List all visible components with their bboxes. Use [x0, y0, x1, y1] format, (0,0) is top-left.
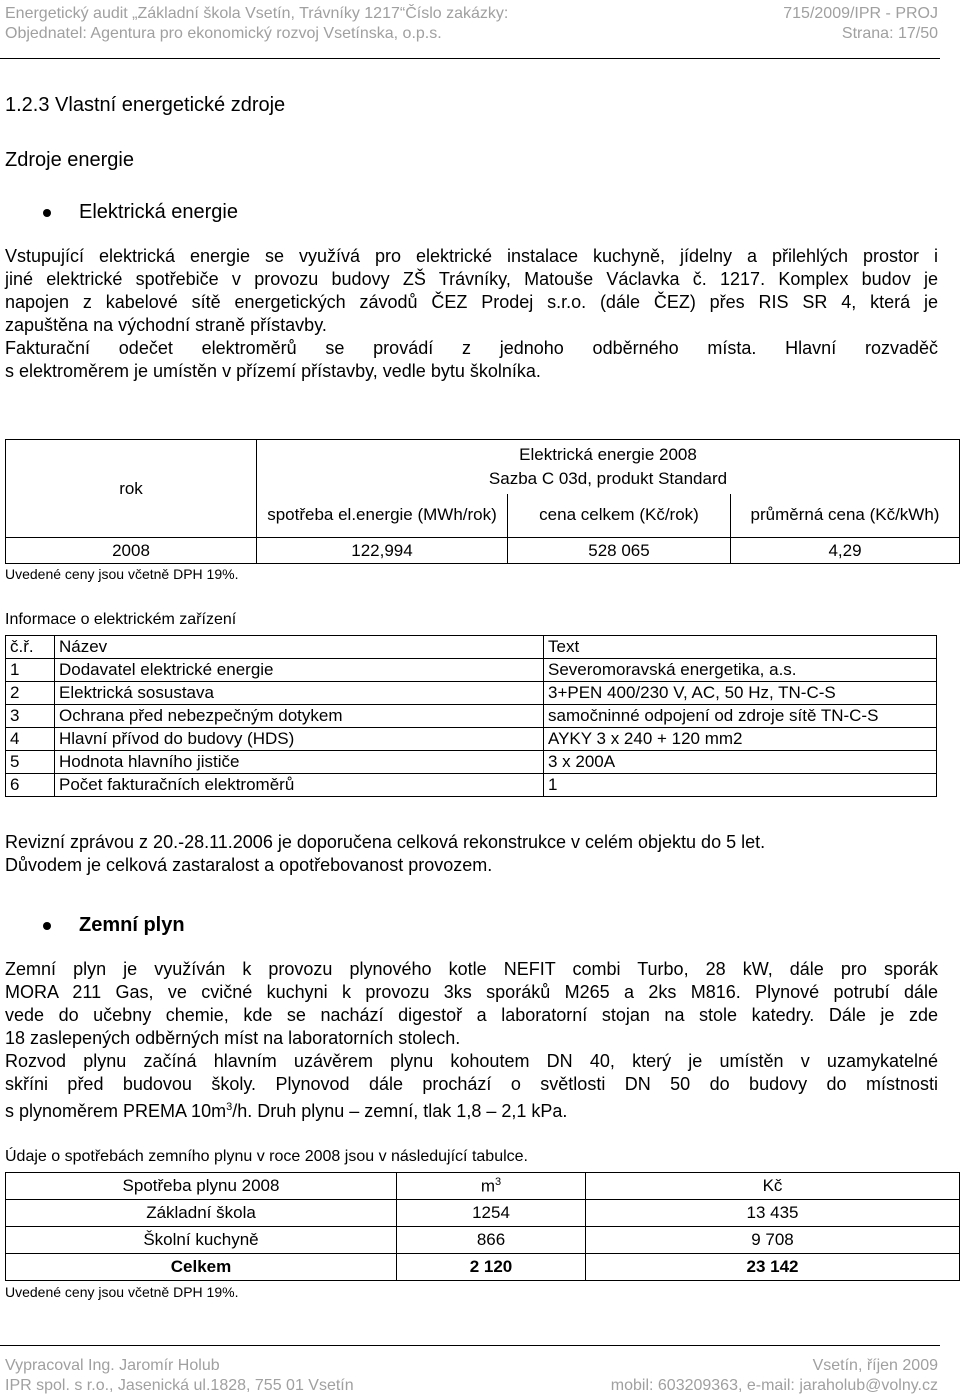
section-heading: 1.2.3 Vlastní energetické zdroje: [5, 94, 286, 116]
cell: 4: [6, 728, 55, 751]
gas-table-caption: Údaje o spotřebách zemního plynu v roce 2008 jsou v následující tabulce.: [5, 1148, 528, 1165]
paragraph-line: Vstupující elektrická energie se využívá pro elektrické instalace kuchyně, jídelny a přilehlých prostor i: [5, 246, 938, 266]
table-row-total: [6, 1254, 960, 1281]
paragraph-line: vede do učebny chemie, kde se nachází digestoř a laboratorní stojan na stole katedry. Dále je zde: [5, 1005, 938, 1025]
cell: 3 x 200A: [544, 751, 937, 774]
cell: Počet fakturačních elektroměrů: [55, 774, 544, 797]
cell: 1254: [397, 1200, 586, 1227]
bullet-gas: [5, 914, 938, 937]
paragraph-line: [5, 1096, 938, 1123]
table-title-1: Elektrická energie 2008: [519, 444, 697, 464]
cell: Ochrana před nebezpečným dotykem: [55, 705, 544, 728]
bullet-electricity-label: Elektrická energie: [79, 201, 238, 223]
footer-company: IPR spol. s r.o., Jasenická ul.1828, 755 01 Vsetín: [5, 1377, 354, 1394]
footer-author: Vypracoval Ing. Jaromír Holub: [5, 1357, 220, 1374]
cell: Školní kuchyně: [6, 1227, 397, 1254]
cell: 9 708: [586, 1227, 960, 1254]
superscript: 3: [226, 1101, 233, 1113]
header-cell: Text: [544, 636, 937, 659]
cell: 2: [6, 682, 55, 705]
table-row: [6, 774, 937, 797]
header-cell: č.ř.: [6, 636, 55, 659]
table-row: [6, 1227, 960, 1254]
footer-date: Vsetín, říjen 2009: [812, 1357, 938, 1374]
paragraph-line: Revizní zprávou z 20.-28.11.2006 je doporučena celková rekonstrukce v celém objektu do 5 let.: [5, 832, 766, 852]
gas-price-note: Uvedené ceny jsou včetně DPH 19%.: [5, 1284, 239, 1300]
cell: 866: [397, 1227, 586, 1254]
table-row: [6, 705, 937, 728]
cell: Hodnota hlavního jističe: [55, 751, 544, 774]
bullet-gas-label: Zemní plyn: [79, 914, 185, 936]
cell-cena: 528 065: [508, 538, 731, 564]
col-cena: cena celkem (Kč/rok): [508, 494, 731, 538]
cell-prumer: 4,29: [731, 538, 960, 564]
cell-rok: 2008: [6, 538, 257, 564]
paragraph-line: Fakturační odečet elektroměrů se provádí z jednoho odběrného místa. Hlavní rozvaděč: [5, 338, 938, 358]
electricity-table: [5, 439, 960, 564]
paragraph-line: napojen z kabelové sítě energetických závodů ČEZ Prodej s.r.o. (dále ČEZ) přes RIS SR 4, která je: [5, 292, 938, 312]
cell: AYKY 3 x 240 + 120 mm2: [544, 728, 937, 751]
header-cell: [397, 1173, 586, 1200]
cell: 2 120: [397, 1254, 586, 1281]
paragraph-line: Zemní plyn je využíván k provozu plynového kotle NEFIT combi Turbo, 28 kW, dále pro sporák: [5, 959, 938, 979]
col-prumer: průměrná cena (Kč/kWh): [731, 494, 960, 538]
paragraph-line: s elektroměrem je umístěn v přízemí přístavby, vedle bytu školníka.: [5, 361, 541, 381]
paragraph-line: skříni před budovou školy. Plynovod dále prochází o světlosti DN 50 do budovy do místnosti: [5, 1074, 938, 1094]
header-client: Objednatel: Agentura pro ekonomický rozvoj Vsetínska, o.p.s.: [5, 25, 442, 42]
superscript: 3: [495, 1175, 502, 1188]
table-row: [6, 682, 937, 705]
gas-table: [5, 1172, 960, 1281]
cell: Hlavní přívod do budovy (HDS): [55, 728, 544, 751]
paragraph-line: zapuštěna na východní straně přístavby.: [5, 315, 327, 335]
header-project: Energetický audit „Základní škola Vsetín, Trávníky 1217“: [5, 5, 406, 22]
cell: Severomoravská energetika, a.s.: [544, 659, 937, 682]
header-divider: [0, 58, 940, 59]
paragraph-line: Důvodem je celková zastaralost a opotřebovanost provozem.: [5, 855, 493, 875]
revision-paragraph: [5, 831, 938, 877]
cell-spotreba: 122,994: [257, 538, 508, 564]
footer-contact: mobil: 603209363, e-mail: jaraholub@volny.cz: [610, 1377, 938, 1394]
table-row: [6, 1200, 960, 1227]
device-table: [5, 635, 937, 797]
text-fragment: /h. Druh plynu – zemní, tlak 1,8 – 2,1 kPa.: [232, 1101, 568, 1121]
cell: 1: [544, 774, 937, 797]
cell: 3+PEN 400/230 V, AC, 50 Hz, TN-C-S: [544, 682, 937, 705]
cell: 1: [6, 659, 55, 682]
cell: 3: [6, 705, 55, 728]
bullet-dot: [43, 209, 51, 217]
device-table-caption: Informace o elektrickém zařízení: [5, 611, 237, 628]
unit: m: [480, 1176, 496, 1196]
paragraph-line: jiné elektrické spotřebiče v provozu budovy ZŠ Trávníky, Matouše Václavka č. 1217. Komplex budov je: [5, 269, 938, 289]
gas-paragraph: [5, 958, 938, 1123]
cell: Celkem: [6, 1254, 397, 1281]
page-header: [5, 4, 938, 44]
paragraph-line: Rozvod plynu začíná hlavním uzávěrem plynu kohoutem DN 40, který je umístěn v uzamykatelné: [5, 1051, 938, 1071]
cell: 13 435: [586, 1200, 960, 1227]
table-row: [6, 659, 937, 682]
text-fragment: s plynoměrem PREMA 10m: [5, 1101, 227, 1121]
header-order-label: Číslo zakázky:: [405, 5, 509, 22]
header-cell: Název: [55, 636, 544, 659]
table-row: [6, 751, 937, 774]
paragraph-line: 18 zaslepených odběrných míst na laboratorních stolech.: [5, 1028, 461, 1048]
cell: Elektrická sosustava: [55, 682, 544, 705]
cell: 23 142: [586, 1254, 960, 1281]
table-row: [6, 728, 937, 751]
cell: samočninné odpojení od zdroje sítě TN-C-S: [544, 705, 937, 728]
section-subheading: Zdroje energie: [5, 149, 134, 171]
electricity-price-note: Uvedené ceny jsou včetně DPH 19%.: [5, 566, 239, 582]
cell: Dodavatel elektrické energie: [55, 659, 544, 682]
header-order-number: 715/2009/IPR - PROJ: [783, 5, 938, 22]
cell: 5: [6, 751, 55, 774]
table-title-2: Sazba C 03d, produkt Standard: [488, 468, 728, 488]
header-page-number: Strana: 17/50: [841, 25, 938, 42]
electricity-table-title: [257, 440, 960, 494]
header-cell: Kč: [586, 1173, 960, 1200]
col-spotreba: spotřeba el.energie (MWh/rok): [257, 494, 508, 538]
bullet-electricity: [5, 201, 938, 224]
cell: Základní škola: [6, 1200, 397, 1227]
cell: 6: [6, 774, 55, 797]
page-footer: [5, 1356, 938, 1396]
electricity-paragraph: [5, 245, 938, 383]
header-cell: Spotřeba plynu 2008: [6, 1173, 397, 1200]
paragraph-line: MORA 211 Gas, ve cvičné kuchyni k provozu 3ks sporáků M265 a 2ks M816. Plynové potrubí dále: [5, 982, 938, 1002]
bullet-dot: [43, 922, 51, 930]
footer-divider: [0, 1345, 940, 1346]
col-rok: rok: [6, 440, 257, 538]
